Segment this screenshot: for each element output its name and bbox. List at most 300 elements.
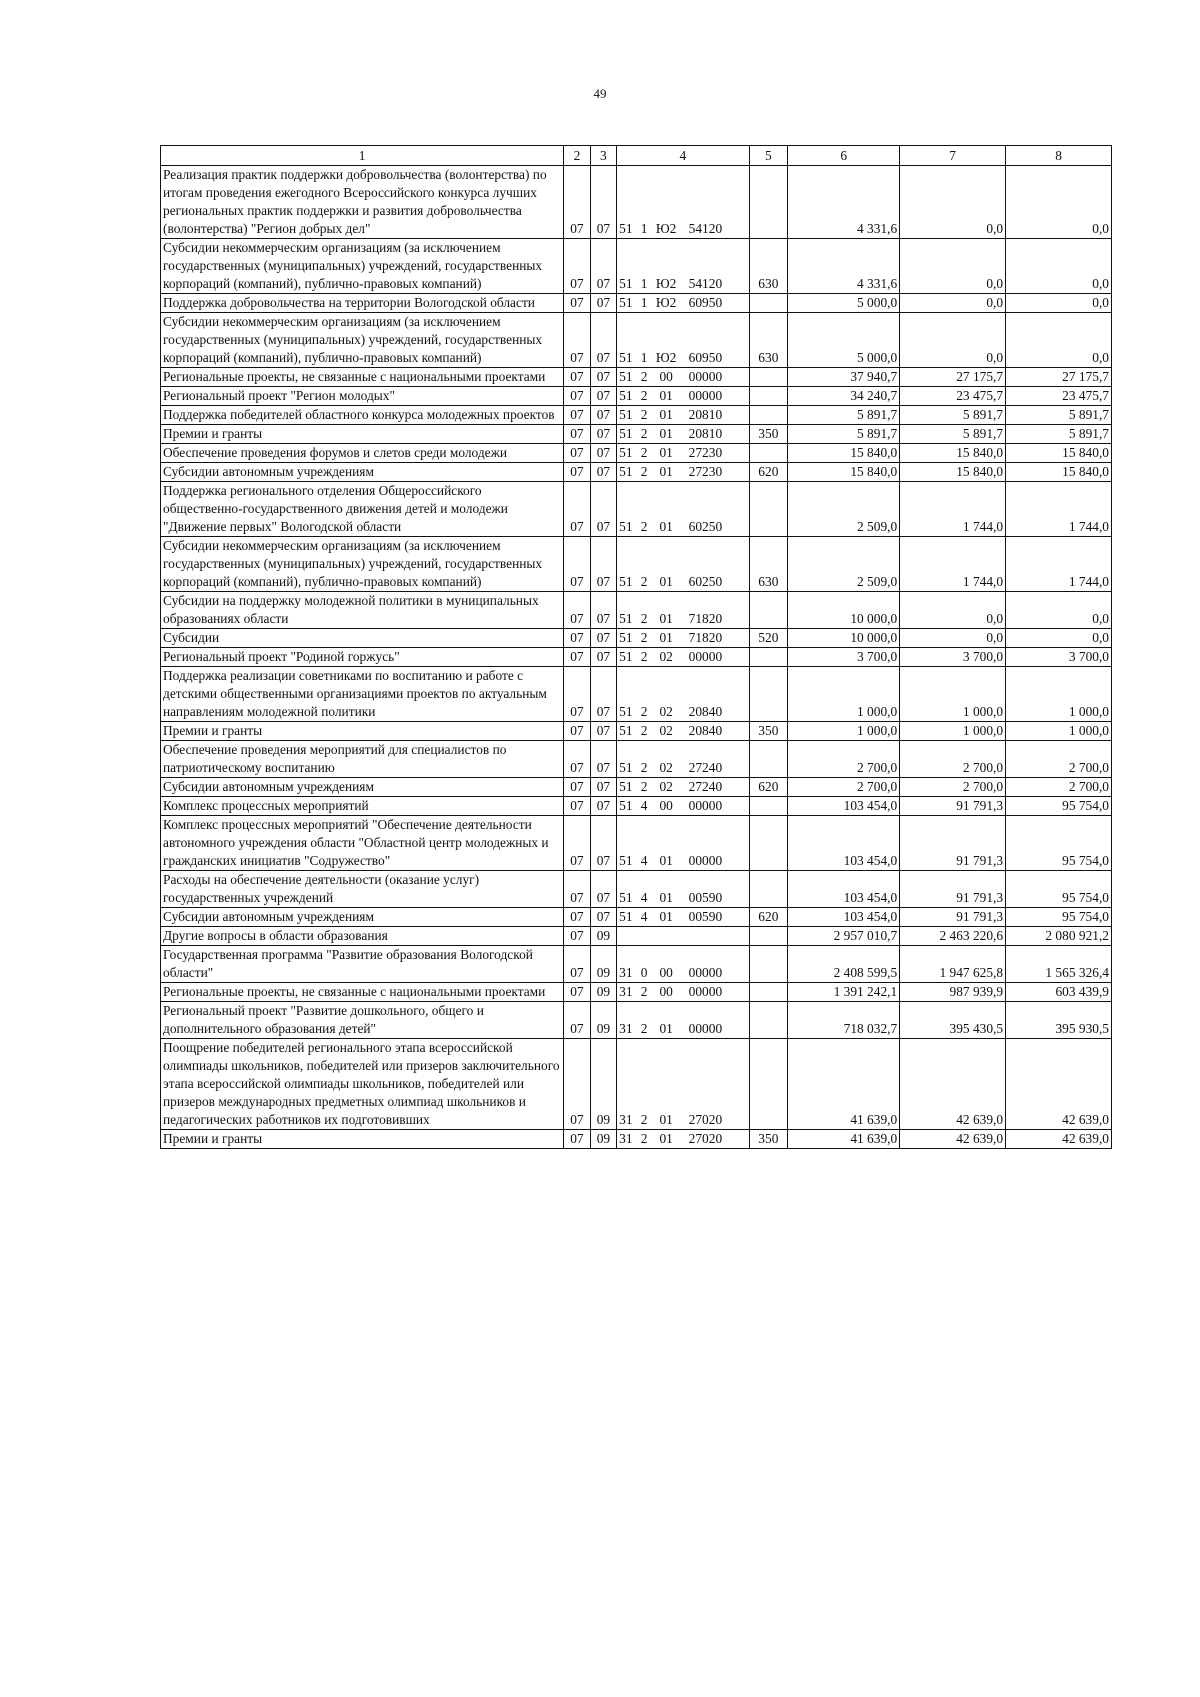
table-row bbox=[161, 648, 1112, 667]
csr-project: Ю2 bbox=[655, 350, 677, 365]
row-section: 07 bbox=[564, 239, 590, 294]
row-section: 07 bbox=[564, 871, 590, 908]
table-row bbox=[161, 463, 1112, 482]
row-amount-8: 42 639,0 bbox=[1006, 1039, 1112, 1130]
csr-type: 2 bbox=[640, 407, 648, 422]
row-target-article bbox=[617, 667, 749, 722]
csr-direction: 27230 bbox=[688, 445, 723, 460]
row-expense-type bbox=[749, 1039, 788, 1130]
row-name: Поддержка добровольчества на территории Вологодской области bbox=[161, 294, 564, 313]
row-amount-6: 2 700,0 bbox=[788, 778, 900, 797]
table-row bbox=[161, 482, 1112, 537]
row-name: Поддержка регионального отделения Общероссийского общественно-государственного движения детей и молодежи "Движение первых" Вологодской области bbox=[161, 482, 564, 537]
row-subsection: 07 bbox=[590, 816, 616, 871]
row-target-article bbox=[617, 1039, 749, 1130]
csr-program: 51 bbox=[619, 350, 633, 365]
row-name: Реализация практик поддержки добровольчества (волонтерства) по итогам проведения ежегодного Всероссийского конкурса лучших региональных практик поддержки и развития добровольчества (волонтерства) "Регион добрых дел" bbox=[161, 166, 564, 239]
row-amount-8: 95 754,0 bbox=[1006, 871, 1112, 908]
table-row bbox=[161, 444, 1112, 463]
csr-project: 02 bbox=[659, 779, 673, 794]
row-expense-type bbox=[749, 387, 788, 406]
csr-project: 02 bbox=[659, 760, 673, 775]
row-amount-6: 2 408 599,5 bbox=[788, 946, 900, 983]
col-header-5: 5 bbox=[749, 146, 788, 166]
row-subsection: 09 bbox=[590, 946, 616, 983]
row-name: Субсидии некоммерческим организациям (за исключением государственных (муниципальных) учреждений, государственных корпораций (компаний), публично-правовых компаний) bbox=[161, 239, 564, 294]
csr-direction: 00590 bbox=[688, 909, 723, 924]
csr-program: 51 bbox=[619, 276, 633, 291]
csr-project: 00 bbox=[659, 369, 673, 384]
row-amount-7: 15 840,0 bbox=[900, 463, 1006, 482]
row-amount-7: 91 791,3 bbox=[900, 871, 1006, 908]
row-name: Государственная программа "Развитие образования Вологодской области" bbox=[161, 946, 564, 983]
csr-project: 01 bbox=[659, 445, 673, 460]
table-row bbox=[161, 239, 1112, 294]
csr-project: 01 bbox=[659, 407, 673, 422]
col-header-4: 4 bbox=[617, 146, 749, 166]
table-row bbox=[161, 537, 1112, 592]
csr-program: 51 bbox=[619, 909, 633, 924]
row-amount-6: 3 700,0 bbox=[788, 648, 900, 667]
row-expense-type: 350 bbox=[749, 722, 788, 741]
row-target-article bbox=[617, 1130, 749, 1149]
row-section: 07 bbox=[564, 927, 590, 946]
csr-project: 01 bbox=[659, 909, 673, 924]
row-section: 07 bbox=[564, 368, 590, 387]
row-section: 07 bbox=[564, 722, 590, 741]
row-section: 07 bbox=[564, 482, 590, 537]
row-amount-8: 95 754,0 bbox=[1006, 908, 1112, 927]
csr-type: 4 bbox=[640, 909, 648, 924]
row-amount-8: 23 475,7 bbox=[1006, 387, 1112, 406]
row-expense-type bbox=[749, 444, 788, 463]
row-subsection: 09 bbox=[590, 1130, 616, 1149]
row-target-article bbox=[617, 648, 749, 667]
csr-direction: 27020 bbox=[688, 1131, 723, 1146]
row-subsection: 07 bbox=[590, 463, 616, 482]
row-subsection: 09 bbox=[590, 927, 616, 946]
row-section: 07 bbox=[564, 425, 590, 444]
row-section: 07 bbox=[564, 592, 590, 629]
csr-type: 2 bbox=[640, 704, 648, 719]
csr-program: 51 bbox=[619, 221, 633, 236]
csr-project: 02 bbox=[659, 723, 673, 738]
row-amount-8: 1 744,0 bbox=[1006, 482, 1112, 537]
csr-program: 51 bbox=[619, 723, 633, 738]
row-amount-7: 1 000,0 bbox=[900, 722, 1006, 741]
row-expense-type bbox=[749, 406, 788, 425]
csr-program: 51 bbox=[619, 369, 633, 384]
csr-program: 51 bbox=[619, 779, 633, 794]
row-section: 07 bbox=[564, 1130, 590, 1149]
col-header-3: 3 bbox=[590, 146, 616, 166]
table-row bbox=[161, 294, 1112, 313]
csr-project: 01 bbox=[659, 1112, 673, 1127]
table-row bbox=[161, 1039, 1112, 1130]
csr-type: 4 bbox=[640, 798, 648, 813]
csr-type: 2 bbox=[640, 369, 648, 384]
csr-project: 02 bbox=[659, 649, 673, 664]
row-target-article bbox=[617, 722, 749, 741]
row-expense-type: 620 bbox=[749, 908, 788, 927]
csr-type: 2 bbox=[640, 630, 648, 645]
csr-program: 51 bbox=[619, 704, 633, 719]
row-amount-8: 2 700,0 bbox=[1006, 741, 1112, 778]
row-amount-6: 4 331,6 bbox=[788, 166, 900, 239]
row-amount-6: 10 000,0 bbox=[788, 592, 900, 629]
row-amount-8: 603 439,9 bbox=[1006, 983, 1112, 1002]
csr-direction: 00000 bbox=[688, 853, 723, 868]
row-name: Субсидии некоммерческим организациям (за исключением государственных (муниципальных) учреждений, государственных корпораций (компаний), публично-правовых компаний) bbox=[161, 537, 564, 592]
row-amount-7: 3 700,0 bbox=[900, 648, 1006, 667]
row-amount-8: 2 080 921,2 bbox=[1006, 927, 1112, 946]
row-target-article bbox=[617, 927, 749, 946]
table-row bbox=[161, 797, 1112, 816]
col-header-1: 1 bbox=[161, 146, 564, 166]
row-section: 07 bbox=[564, 166, 590, 239]
csr-project: 00 bbox=[659, 965, 673, 980]
row-amount-6: 2 957 010,7 bbox=[788, 927, 900, 946]
row-name: Субсидии автономным учреждениям bbox=[161, 778, 564, 797]
col-header-6: 6 bbox=[788, 146, 900, 166]
row-subsection: 07 bbox=[590, 778, 616, 797]
csr-project: 01 bbox=[659, 388, 673, 403]
row-name: Субсидии bbox=[161, 629, 564, 648]
row-amount-6: 2 700,0 bbox=[788, 741, 900, 778]
csr-type: 2 bbox=[640, 445, 648, 460]
row-target-article bbox=[617, 592, 749, 629]
csr-type: 2 bbox=[640, 1112, 648, 1127]
row-target-article bbox=[617, 778, 749, 797]
row-target-article bbox=[617, 387, 749, 406]
csr-project: 01 bbox=[659, 574, 673, 589]
row-amount-8: 395 930,5 bbox=[1006, 1002, 1112, 1039]
row-target-article bbox=[617, 313, 749, 368]
row-amount-7: 0,0 bbox=[900, 166, 1006, 239]
csr-direction: 00000 bbox=[688, 388, 723, 403]
csr-type: 2 bbox=[640, 519, 648, 534]
row-subsection: 07 bbox=[590, 387, 616, 406]
row-name: Премии и гранты bbox=[161, 722, 564, 741]
row-amount-8: 95 754,0 bbox=[1006, 797, 1112, 816]
row-amount-8: 0,0 bbox=[1006, 294, 1112, 313]
row-subsection: 09 bbox=[590, 983, 616, 1002]
row-amount-7: 1 744,0 bbox=[900, 482, 1006, 537]
row-name: Поддержка реализации советниками по воспитанию и работе с детскими общественными организациями проектов по актуальным направлениям молодежной политики bbox=[161, 667, 564, 722]
row-amount-7: 0,0 bbox=[900, 239, 1006, 294]
csr-project: 01 bbox=[659, 630, 673, 645]
row-amount-6: 15 840,0 bbox=[788, 463, 900, 482]
csr-program: 51 bbox=[619, 630, 633, 645]
row-section: 07 bbox=[564, 444, 590, 463]
row-subsection: 07 bbox=[590, 537, 616, 592]
row-name: Поддержка победителей областного конкурса молодежных проектов bbox=[161, 406, 564, 425]
row-subsection: 07 bbox=[590, 313, 616, 368]
row-name: Региональный проект "Родиной горжусь" bbox=[161, 648, 564, 667]
row-amount-8: 3 700,0 bbox=[1006, 648, 1112, 667]
csr-direction: 27020 bbox=[688, 1112, 723, 1127]
row-section: 07 bbox=[564, 797, 590, 816]
row-amount-6: 5 000,0 bbox=[788, 294, 900, 313]
row-amount-7: 0,0 bbox=[900, 629, 1006, 648]
row-name: Расходы на обеспечение деятельности (оказание услуг) государственных учреждений bbox=[161, 871, 564, 908]
csr-direction: 00000 bbox=[688, 369, 723, 384]
row-amount-6: 41 639,0 bbox=[788, 1130, 900, 1149]
csr-project: 02 bbox=[659, 704, 673, 719]
row-amount-7: 0,0 bbox=[900, 294, 1006, 313]
csr-project: 01 bbox=[659, 519, 673, 534]
row-expense-type bbox=[749, 816, 788, 871]
csr-type: 2 bbox=[640, 1021, 648, 1036]
table-row bbox=[161, 908, 1112, 927]
row-amount-7: 23 475,7 bbox=[900, 387, 1006, 406]
row-target-article bbox=[617, 166, 749, 239]
table-row bbox=[161, 983, 1112, 1002]
row-amount-6: 103 454,0 bbox=[788, 871, 900, 908]
table-row bbox=[161, 368, 1112, 387]
csr-program: 51 bbox=[619, 798, 633, 813]
row-name: Обеспечение проведения форумов и слетов среди молодежи bbox=[161, 444, 564, 463]
row-amount-7: 395 430,5 bbox=[900, 1002, 1006, 1039]
row-name: Региональные проекты, не связанные с национальными проектами bbox=[161, 368, 564, 387]
row-name: Субсидии на поддержку молодежной политики в муниципальных образованиях области bbox=[161, 592, 564, 629]
csr-program: 31 bbox=[619, 1021, 633, 1036]
row-expense-type bbox=[749, 368, 788, 387]
row-amount-8: 1 744,0 bbox=[1006, 537, 1112, 592]
row-target-article bbox=[617, 946, 749, 983]
row-expense-type bbox=[749, 946, 788, 983]
row-expense-type bbox=[749, 482, 788, 537]
row-target-article bbox=[617, 1002, 749, 1039]
row-amount-7: 42 639,0 bbox=[900, 1039, 1006, 1130]
row-name: Обеспечение проведения мероприятий для специалистов по патриотическому воспитанию bbox=[161, 741, 564, 778]
row-expense-type: 350 bbox=[749, 425, 788, 444]
csr-project: 00 bbox=[659, 984, 673, 999]
row-target-article bbox=[617, 482, 749, 537]
csr-direction: 54120 bbox=[688, 221, 723, 236]
csr-type: 2 bbox=[640, 723, 648, 738]
row-amount-7: 5 891,7 bbox=[900, 425, 1006, 444]
row-section: 07 bbox=[564, 463, 590, 482]
csr-direction: 60250 bbox=[688, 574, 723, 589]
csr-program: 31 bbox=[619, 1131, 633, 1146]
table-row bbox=[161, 871, 1112, 908]
row-name: Поощрение победителей регионального этапа всероссийской олимпиады школьников, победителей или призеров заключительного этапа всероссийской олимпиады школьников, победителей или призеров международных предметных олимпиад школьников и педагогических работников их подготовивших bbox=[161, 1039, 564, 1130]
row-target-article bbox=[617, 294, 749, 313]
row-target-article bbox=[617, 425, 749, 444]
row-amount-6: 2 509,0 bbox=[788, 482, 900, 537]
row-amount-7: 2 463 220,6 bbox=[900, 927, 1006, 946]
row-section: 07 bbox=[564, 313, 590, 368]
csr-project: 01 bbox=[659, 464, 673, 479]
row-name: Региональные проекты, не связанные с национальными проектами bbox=[161, 983, 564, 1002]
row-name: Премии и гранты bbox=[161, 425, 564, 444]
row-expense-type: 620 bbox=[749, 778, 788, 797]
row-section: 07 bbox=[564, 983, 590, 1002]
csr-type: 2 bbox=[640, 1131, 648, 1146]
row-subsection: 07 bbox=[590, 667, 616, 722]
csr-program: 31 bbox=[619, 1112, 633, 1127]
csr-project: 01 bbox=[659, 853, 673, 868]
row-amount-7: 0,0 bbox=[900, 592, 1006, 629]
csr-type: 2 bbox=[640, 426, 648, 441]
row-amount-6: 5 891,7 bbox=[788, 406, 900, 425]
col-header-8: 8 bbox=[1006, 146, 1112, 166]
csr-program: 51 bbox=[619, 649, 633, 664]
col-header-7: 7 bbox=[900, 146, 1006, 166]
row-subsection: 07 bbox=[590, 482, 616, 537]
table-row bbox=[161, 927, 1112, 946]
row-name: Региональный проект "Регион молодых" bbox=[161, 387, 564, 406]
row-amount-6: 718 032,7 bbox=[788, 1002, 900, 1039]
row-subsection: 07 bbox=[590, 406, 616, 425]
csr-direction: 00000 bbox=[688, 798, 723, 813]
csr-type: 1 bbox=[640, 350, 648, 365]
csr-type: 1 bbox=[640, 221, 648, 236]
csr-type: 2 bbox=[640, 388, 648, 403]
row-name: Комплекс процессных мероприятий "Обеспечение деятельности автономного учреждения области "Областной центр молодежных и гражданских инициатив "Содружество" bbox=[161, 816, 564, 871]
row-amount-8: 0,0 bbox=[1006, 239, 1112, 294]
csr-project: 01 bbox=[659, 611, 673, 626]
page-number: 49 bbox=[593, 86, 607, 101]
row-subsection: 07 bbox=[590, 368, 616, 387]
row-section: 07 bbox=[564, 1002, 590, 1039]
csr-program: 51 bbox=[619, 574, 633, 589]
csr-type: 0 bbox=[640, 965, 648, 980]
csr-project: 01 bbox=[659, 426, 673, 441]
row-section: 07 bbox=[564, 741, 590, 778]
row-section: 07 bbox=[564, 387, 590, 406]
csr-direction: 00000 bbox=[688, 984, 723, 999]
row-expense-type bbox=[749, 927, 788, 946]
row-name: Премии и гранты bbox=[161, 1130, 564, 1149]
row-section: 07 bbox=[564, 648, 590, 667]
csr-direction: 00000 bbox=[688, 1021, 723, 1036]
row-amount-7: 2 700,0 bbox=[900, 741, 1006, 778]
row-amount-8: 2 700,0 bbox=[1006, 778, 1112, 797]
row-subsection: 07 bbox=[590, 592, 616, 629]
row-section: 07 bbox=[564, 294, 590, 313]
row-amount-8: 0,0 bbox=[1006, 592, 1112, 629]
row-target-article bbox=[617, 444, 749, 463]
row-amount-8: 1 000,0 bbox=[1006, 722, 1112, 741]
row-amount-7: 0,0 bbox=[900, 313, 1006, 368]
header-row bbox=[161, 146, 1112, 166]
row-amount-6: 103 454,0 bbox=[788, 797, 900, 816]
csr-direction: 60950 bbox=[688, 295, 723, 310]
row-subsection: 07 bbox=[590, 239, 616, 294]
csr-program: 51 bbox=[619, 407, 633, 422]
csr-program: 51 bbox=[619, 890, 633, 905]
row-amount-6: 10 000,0 bbox=[788, 629, 900, 648]
row-amount-6: 41 639,0 bbox=[788, 1039, 900, 1130]
row-amount-8: 15 840,0 bbox=[1006, 463, 1112, 482]
csr-direction: 27240 bbox=[688, 779, 723, 794]
row-amount-7: 15 840,0 bbox=[900, 444, 1006, 463]
csr-type: 2 bbox=[640, 779, 648, 794]
csr-program: 51 bbox=[619, 388, 633, 403]
row-amount-8: 1 565 326,4 bbox=[1006, 946, 1112, 983]
row-expense-type: 620 bbox=[749, 463, 788, 482]
csr-type: 2 bbox=[640, 984, 648, 999]
csr-project: 01 bbox=[659, 1131, 673, 1146]
row-subsection: 07 bbox=[590, 444, 616, 463]
table-row bbox=[161, 1130, 1112, 1149]
table-row bbox=[161, 1002, 1112, 1039]
row-name: Субсидии автономным учреждениям bbox=[161, 463, 564, 482]
row-amount-7: 5 891,7 bbox=[900, 406, 1006, 425]
budget-table bbox=[160, 145, 1112, 1149]
row-expense-type bbox=[749, 741, 788, 778]
csr-type: 2 bbox=[640, 649, 648, 664]
csr-project: Ю2 bbox=[655, 221, 677, 236]
row-target-article bbox=[617, 741, 749, 778]
row-amount-8: 27 175,7 bbox=[1006, 368, 1112, 387]
row-expense-type bbox=[749, 648, 788, 667]
row-amount-6: 15 840,0 bbox=[788, 444, 900, 463]
col-header-2: 2 bbox=[564, 146, 590, 166]
row-expense-type: 630 bbox=[749, 239, 788, 294]
row-section: 07 bbox=[564, 946, 590, 983]
row-expense-type bbox=[749, 294, 788, 313]
csr-direction: 00590 bbox=[688, 890, 723, 905]
row-amount-6: 1 000,0 bbox=[788, 722, 900, 741]
table-row bbox=[161, 166, 1112, 239]
row-expense-type bbox=[749, 983, 788, 1002]
row-expense-type bbox=[749, 1002, 788, 1039]
row-amount-7: 1 744,0 bbox=[900, 537, 1006, 592]
csr-project: 00 bbox=[659, 798, 673, 813]
row-target-article bbox=[617, 983, 749, 1002]
row-name: Субсидии автономным учреждениям bbox=[161, 908, 564, 927]
row-subsection: 07 bbox=[590, 722, 616, 741]
csr-direction: 27230 bbox=[688, 464, 723, 479]
csr-direction: 00000 bbox=[688, 965, 723, 980]
csr-direction: 54120 bbox=[688, 276, 723, 291]
row-amount-8: 0,0 bbox=[1006, 629, 1112, 648]
row-amount-7: 27 175,7 bbox=[900, 368, 1006, 387]
csr-direction: 71820 bbox=[688, 611, 723, 626]
table-row bbox=[161, 816, 1112, 871]
table-row bbox=[161, 778, 1112, 797]
row-subsection: 09 bbox=[590, 1039, 616, 1130]
row-section: 07 bbox=[564, 629, 590, 648]
csr-direction: 27240 bbox=[688, 760, 723, 775]
csr-type: 1 bbox=[640, 276, 648, 291]
row-amount-7: 91 791,3 bbox=[900, 908, 1006, 927]
table-row bbox=[161, 667, 1112, 722]
table-row bbox=[161, 406, 1112, 425]
table-row bbox=[161, 592, 1112, 629]
row-amount-7: 1 000,0 bbox=[900, 667, 1006, 722]
csr-direction: 71820 bbox=[688, 630, 723, 645]
row-subsection: 07 bbox=[590, 648, 616, 667]
row-amount-7: 2 700,0 bbox=[900, 778, 1006, 797]
csr-direction: 60950 bbox=[688, 350, 723, 365]
row-target-article bbox=[617, 908, 749, 927]
csr-direction: 20840 bbox=[688, 723, 723, 738]
row-name: Региональный проект "Развитие дошкольного, общего и дополнительного образования детей" bbox=[161, 1002, 564, 1039]
table-row bbox=[161, 425, 1112, 444]
row-subsection: 07 bbox=[590, 871, 616, 908]
row-amount-8: 0,0 bbox=[1006, 313, 1112, 368]
row-expense-type bbox=[749, 592, 788, 629]
row-section: 07 bbox=[564, 816, 590, 871]
csr-type: 2 bbox=[640, 611, 648, 626]
row-expense-type bbox=[749, 871, 788, 908]
csr-program: 51 bbox=[619, 760, 633, 775]
csr-program: 51 bbox=[619, 464, 633, 479]
